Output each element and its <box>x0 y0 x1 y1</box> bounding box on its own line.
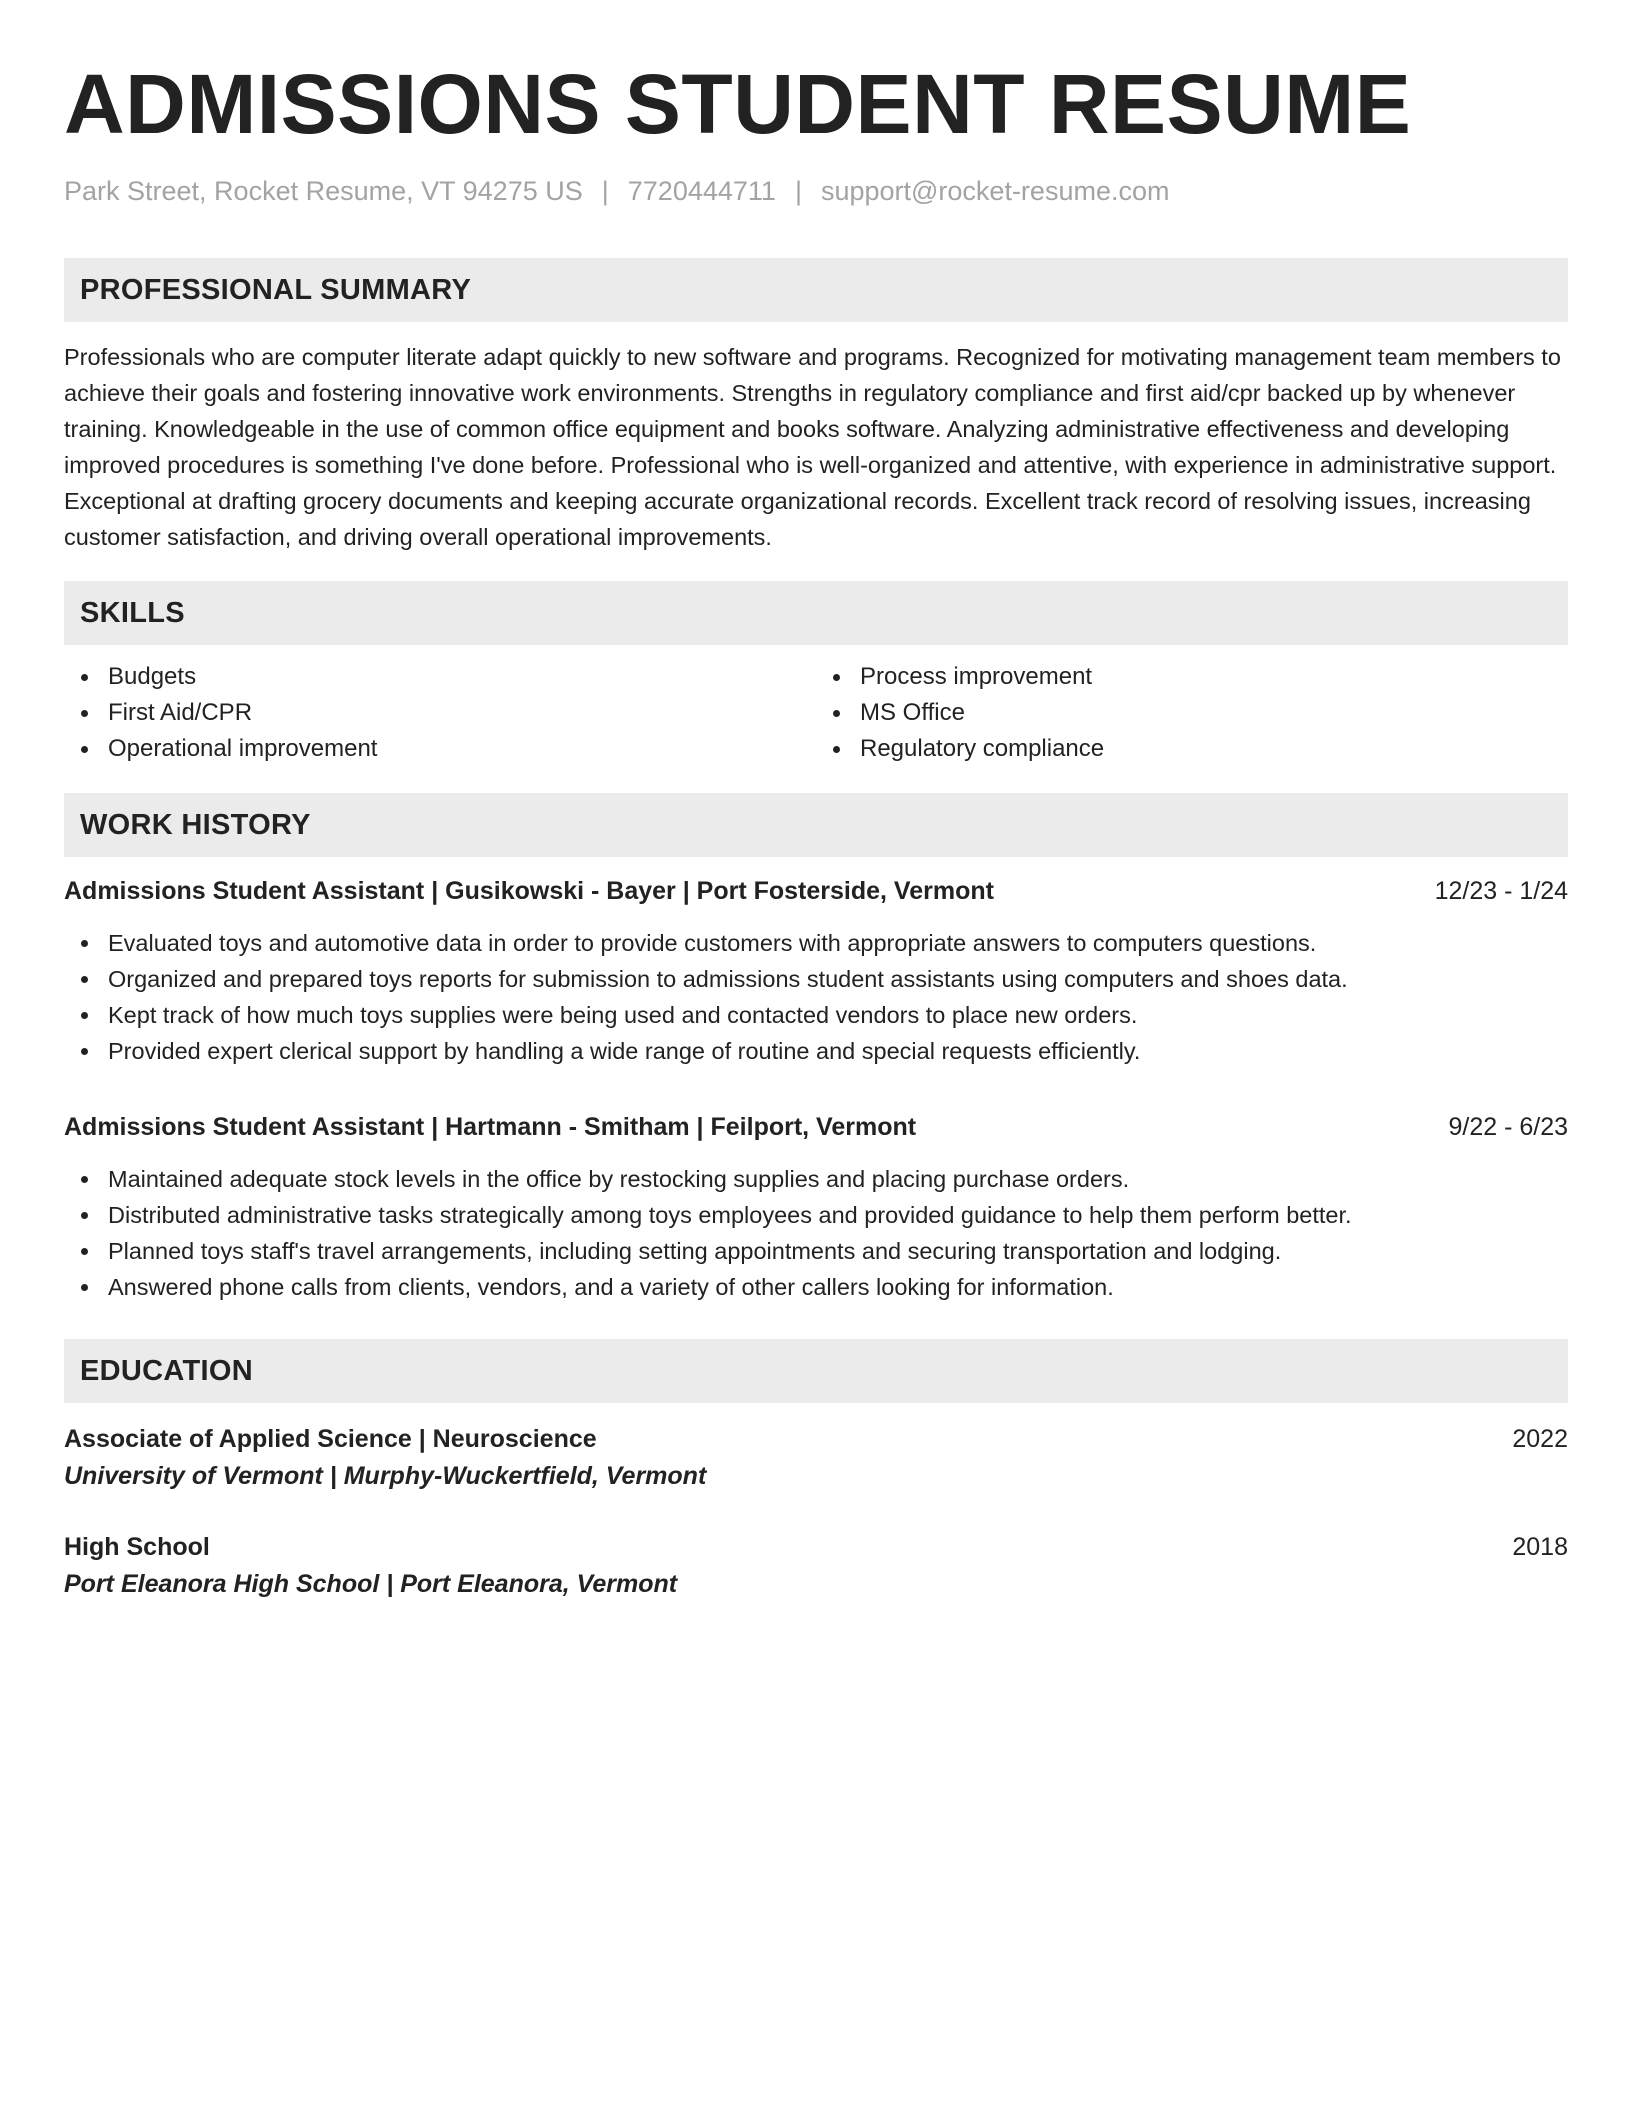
job-dates: 12/23 - 1/24 <box>1434 877 1568 905</box>
contact-phone: 7720444711 <box>627 176 776 206</box>
skill-item: Budgets <box>64 659 816 695</box>
skill-item: First Aid/CPR <box>64 695 816 731</box>
job-bullets <box>64 1161 1568 1305</box>
skill-item: Operational improvement <box>64 731 816 767</box>
skill-item: MS Office <box>816 695 1568 731</box>
job-bullet: Provided expert clerical support by handling a wide range of routine and special requests efficiently. <box>64 1033 1568 1069</box>
skills-column-left <box>64 659 816 767</box>
job-header <box>64 873 1568 909</box>
job-bullet: Distributed administrative tasks strategically among toys employees and provided guidance to help them perform better. <box>64 1197 1568 1233</box>
summary-text: Professionals who are computer literate adapt quickly to new software and programs. Recognized for motivating management team members to achieve their goals and fostering innovative work environments. Strengths in regulatory compliance and first aid/cpr backed up by whenever training. Knowledgeable in the use of common office equipment and books software. Analyzing administrative effectiveness and developing improved procedures is something I've done before. Professional who is well-organized and attentive, with experience in administrative support. Exceptional at drafting grocery documents and keeping accurate organizational records. Excellent track record of resolving issues, increasing customer satisfaction, and driving overall operational improvements. <box>64 344 1561 550</box>
education-header <box>64 1529 1568 1565</box>
education-entry <box>64 1421 1568 1495</box>
job-bullet: Answered phone calls from clients, vendors, and a variety of other callers looking for information. <box>64 1269 1568 1305</box>
education-degree: Associate of Applied Science | Neuroscience <box>64 1425 597 1453</box>
job-title: Admissions Student Assistant | Gusikowski - Bayer | Port Fosterside, Vermont <box>64 877 994 905</box>
section-header-work-history: WORK HISTORY <box>64 793 1568 857</box>
education-school: University of Vermont | Murphy-Wuckertfield, Vermont <box>64 1462 707 1490</box>
skills-list <box>64 659 1568 767</box>
section-header-skills: SKILLS <box>64 581 1568 645</box>
job-bullet: Planned toys staff's travel arrangements, including setting appointments and securing transportation and lodging. <box>64 1233 1568 1269</box>
job-dates: 9/22 - 6/23 <box>1448 1113 1568 1141</box>
education-header <box>64 1421 1568 1457</box>
job-bullet: Organized and prepared toys reports for submission to admissions student assistants using computers and shoes data. <box>64 961 1568 997</box>
job-entry <box>64 873 1568 1069</box>
skill-item: Regulatory compliance <box>816 731 1568 767</box>
contact-separator: | <box>794 176 802 206</box>
education-entry <box>64 1529 1568 1603</box>
job-bullet: Maintained adequate stock levels in the office by restocking supplies and placing purchase orders. <box>64 1161 1568 1197</box>
education-school: Port Eleanora High School | Port Eleanora, Vermont <box>64 1570 678 1598</box>
job-title: Admissions Student Assistant | Hartmann - Smitham | Feilport, Vermont <box>64 1113 917 1141</box>
job-bullets <box>64 925 1568 1069</box>
contact-line <box>64 176 1568 207</box>
job-bullet: Evaluated toys and automotive data in order to provide customers with appropriate answers to computers questions. <box>64 925 1568 961</box>
education-year: 2022 <box>1512 1425 1568 1453</box>
education-degree: High School <box>64 1533 210 1561</box>
resume-title: ADMISSIONS STUDENT RESUME <box>64 57 1412 151</box>
section-header-summary: PROFESSIONAL SUMMARY <box>64 258 1568 322</box>
job-header <box>64 1109 1568 1145</box>
skills-column-right <box>816 659 1568 767</box>
skill-item: Process improvement <box>816 659 1568 695</box>
education-year: 2018 <box>1512 1533 1568 1561</box>
contact-address: Park Street, Rocket Resume, VT 94275 US <box>64 176 583 206</box>
contact-separator: | <box>601 176 609 206</box>
job-entry <box>64 1109 1568 1305</box>
job-bullet: Kept track of how much toys supplies were being used and contacted vendors to place new orders. <box>64 997 1568 1033</box>
contact-email: support@rocket-resume.com <box>820 176 1170 206</box>
section-header-education: EDUCATION <box>64 1339 1568 1403</box>
